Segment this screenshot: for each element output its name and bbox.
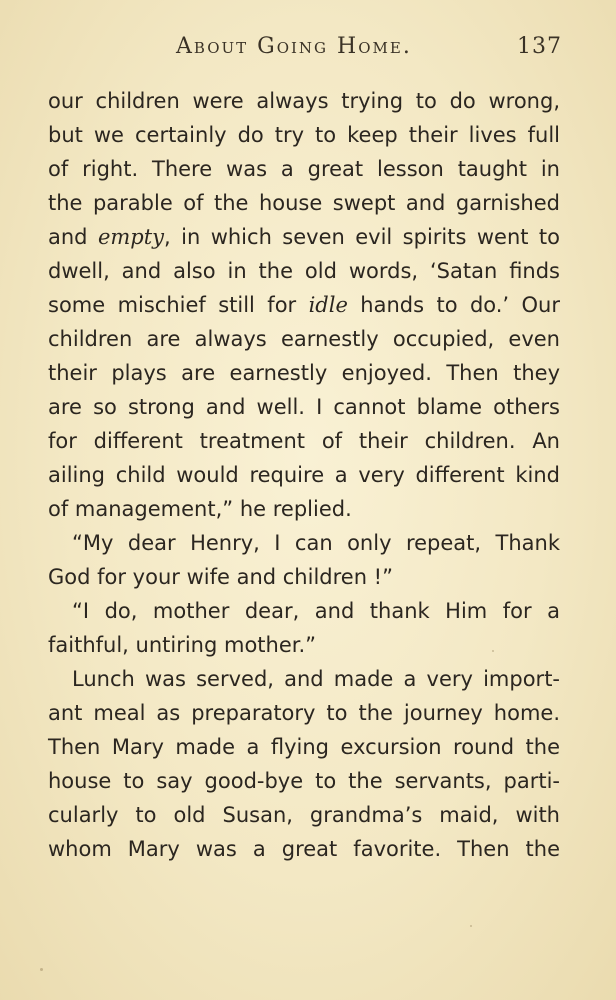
text-line: “My dear Henry, I can only repeat, Thank — [72, 531, 560, 555]
text-line: Then Mary made a flying excursion round the — [48, 735, 560, 759]
text-line: the parable of the house swept and garnished — [48, 191, 560, 215]
text-line: are so strong and well. I cannot blame others — [48, 395, 560, 419]
text-line: and empty, in which seven evil spirits went to — [48, 225, 560, 249]
text-line: of right. There was a great lesson taught in — [48, 157, 560, 181]
text-line: their plays are earnestly enjoyed. Then they — [48, 361, 560, 385]
paper-speck — [470, 925, 472, 927]
text-line: faithful, untiring mother.” — [48, 633, 317, 657]
text-line: “I do, mother dear, and thank Him for a — [72, 599, 560, 623]
page-number: 137 — [517, 34, 562, 59]
text-line: God for your wife and children !” — [48, 565, 393, 589]
text-line: house to say good-bye to the servants, parti- — [48, 769, 560, 793]
running-title: About Going Home. — [176, 34, 412, 59]
text-line: for different treatment of their children. An — [48, 429, 560, 453]
text-line: our children were always trying to do wrong, — [48, 89, 560, 113]
paper-speck — [492, 650, 494, 652]
text-line: ant meal as preparatory to the journey home. — [48, 701, 560, 725]
text-line: whom Mary was a great favorite. Then the — [48, 837, 560, 861]
running-head — [0, 30, 616, 66]
text-line: dwell, and also in the old words, ‘Satan finds — [48, 259, 560, 283]
text-line: ailing child would require a very different kind — [48, 463, 560, 487]
text-line: children are always earnestly occupied, even — [48, 327, 560, 351]
text-line: but we certainly do try to keep their lives full — [48, 123, 560, 147]
text-line: of management,” he replied. — [48, 497, 352, 521]
text-line: cularly to old Susan, grandma’s maid, with — [48, 803, 560, 827]
italic-word: empty — [97, 225, 165, 249]
text-line: some mischief still for idle hands to do.’ Our — [48, 293, 560, 317]
paper-speck — [40, 968, 43, 971]
text-line: Lunch was served, and made a very import- — [72, 667, 560, 691]
italic-word: idle — [308, 293, 348, 317]
